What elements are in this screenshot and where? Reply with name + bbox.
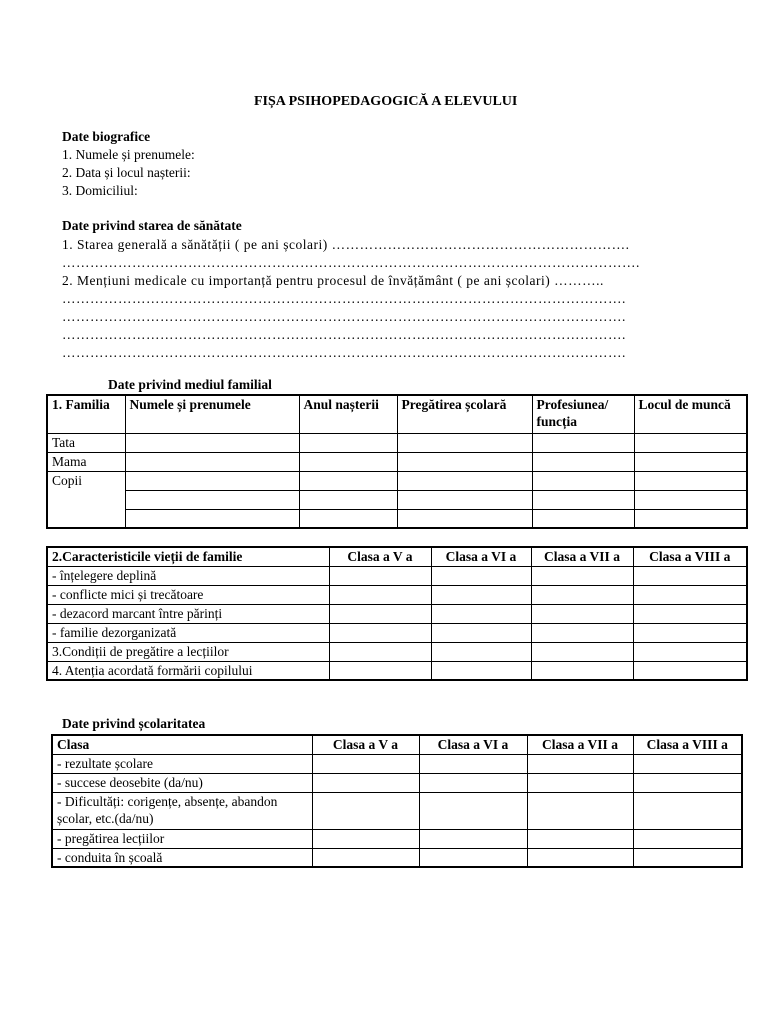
form-cell[interactable] xyxy=(634,452,747,471)
form-cell[interactable] xyxy=(531,566,633,585)
form-cell[interactable] xyxy=(397,490,532,509)
form-cell[interactable] xyxy=(397,433,532,452)
form-cell[interactable] xyxy=(329,585,431,604)
form-cell[interactable] xyxy=(431,566,531,585)
life-col-header: Clasa a VII a xyxy=(531,547,633,566)
school-row-label: - pregătirea lecțiilor xyxy=(52,829,312,848)
form-cell[interactable] xyxy=(431,604,531,623)
form-cell[interactable] xyxy=(532,490,634,509)
form-cell[interactable] xyxy=(532,452,634,471)
form-cell[interactable] xyxy=(532,509,634,528)
form-cell[interactable] xyxy=(633,829,742,848)
school-row-label: - rezultate școlare xyxy=(52,754,312,773)
school-col-header: Clasa a VII a xyxy=(527,735,633,754)
school-table xyxy=(51,734,743,868)
form-cell[interactable] xyxy=(633,566,747,585)
form-cell[interactable] xyxy=(125,452,299,471)
form-cell[interactable] xyxy=(125,509,299,528)
form-cell[interactable] xyxy=(634,433,747,452)
school-col-header: Clasa a VI a xyxy=(419,735,527,754)
form-cell[interactable] xyxy=(633,754,742,773)
school-row-label: - succese deosebite (da/nu) xyxy=(52,773,312,792)
life-row-label: - conflicte mici și trecătoare xyxy=(47,585,329,604)
form-cell[interactable] xyxy=(527,754,633,773)
form-cell[interactable] xyxy=(633,792,742,829)
life-col-header: 2.Caracteristicile vieții de familie xyxy=(47,547,329,566)
health-line-medical: 2. Mențiuni medicale cu importanță pentru procesul de învățământ ( pe ani școlari) ……….. xyxy=(62,273,604,288)
form-cell[interactable] xyxy=(633,623,747,642)
form-cell[interactable] xyxy=(299,433,397,452)
form-cell[interactable] xyxy=(633,642,747,661)
form-cell[interactable] xyxy=(299,490,397,509)
family-col-header: 1. Familia xyxy=(47,395,125,433)
form-cell[interactable] xyxy=(633,773,742,792)
form-cell[interactable] xyxy=(397,452,532,471)
form-cell[interactable] xyxy=(532,433,634,452)
life-col-header: Clasa a VIII a xyxy=(633,547,747,566)
family-col-header: Profesiunea/ funcția xyxy=(532,395,634,433)
family-col-header: Anul nașterii xyxy=(299,395,397,433)
life-row-label: 3.Condiții de pregătire a lecțiilor xyxy=(47,642,329,661)
school-row-label: - conduita în școală xyxy=(52,848,312,867)
school-col-header: Clasa a V a xyxy=(312,735,419,754)
health-dots-line: …………………………………………………………………………………………………………. xyxy=(62,309,626,324)
form-cell[interactable] xyxy=(532,471,634,490)
form-cell[interactable] xyxy=(329,604,431,623)
form-cell[interactable] xyxy=(431,623,531,642)
family-life-table xyxy=(46,546,748,681)
form-cell[interactable] xyxy=(527,848,633,867)
school-heading: Date privind școlaritatea xyxy=(62,716,206,731)
form-cell[interactable] xyxy=(531,661,633,680)
form-cell[interactable] xyxy=(531,642,633,661)
bio-line-birth: 2. Data și locul nașterii: xyxy=(62,165,191,180)
form-cell[interactable] xyxy=(125,433,299,452)
school-row-label: - Dificultăți: corigențe, absențe, abandon școlar, etc.(da/nu) xyxy=(52,792,312,829)
health-dots-line: …………………………………………………………………………………………………………. xyxy=(62,345,626,360)
form-cell[interactable] xyxy=(329,623,431,642)
health-heading: Date privind starea de sănătate xyxy=(62,218,242,233)
form-cell[interactable] xyxy=(527,773,633,792)
form-cell[interactable] xyxy=(312,829,419,848)
form-cell[interactable] xyxy=(312,754,419,773)
form-cell[interactable] xyxy=(633,585,747,604)
form-cell[interactable] xyxy=(329,661,431,680)
form-cell[interactable] xyxy=(431,642,531,661)
form-cell[interactable] xyxy=(397,471,532,490)
form-cell[interactable] xyxy=(531,604,633,623)
form-cell[interactable] xyxy=(634,509,747,528)
health-line-general-cont: ……………………………………………………………………………………………………………. xyxy=(62,255,640,270)
health-dots-line: …………………………………………………………………………………………………………. xyxy=(62,291,626,306)
family-col-header: Numele și prenumele xyxy=(125,395,299,433)
form-cell[interactable] xyxy=(419,829,527,848)
form-cell[interactable] xyxy=(329,566,431,585)
form-cell[interactable] xyxy=(299,471,397,490)
life-row-label: - dezacord marcant între părinți xyxy=(47,604,329,623)
page-title: FIȘA PSIHOPEDAGOGICĂ A ELEVULUI xyxy=(254,94,518,109)
form-cell[interactable] xyxy=(633,604,747,623)
form-cell[interactable] xyxy=(312,848,419,867)
form-cell[interactable] xyxy=(419,792,527,829)
family-row-label: Tata xyxy=(47,433,125,452)
form-cell[interactable] xyxy=(312,773,419,792)
form-cell[interactable] xyxy=(329,642,431,661)
family-row-label: Mama xyxy=(47,452,125,471)
form-cell[interactable] xyxy=(633,848,742,867)
form-cell[interactable] xyxy=(125,471,299,490)
form-cell[interactable] xyxy=(527,829,633,848)
school-col-header: Clasa a VIII a xyxy=(633,735,742,754)
form-cell[interactable] xyxy=(312,792,419,829)
form-cell[interactable] xyxy=(431,585,531,604)
life-row-label: 4. Atenția acordată formării copilului xyxy=(47,661,329,680)
form-cell[interactable] xyxy=(299,452,397,471)
bio-line-name: 1. Numele și prenumele: xyxy=(62,147,195,162)
form-cell[interactable] xyxy=(531,585,633,604)
family-col-header: Pregătirea școlară xyxy=(397,395,532,433)
form-cell[interactable] xyxy=(397,509,532,528)
form-cell[interactable] xyxy=(531,623,633,642)
form-cell[interactable] xyxy=(419,773,527,792)
form-cell[interactable] xyxy=(419,754,527,773)
health-dots-line: …………………………………………………………………………………………………………. xyxy=(62,327,626,342)
life-row-label: - înțelegere deplină xyxy=(47,566,329,585)
form-cell[interactable] xyxy=(634,471,747,490)
form-cell[interactable] xyxy=(419,848,527,867)
school-col-header: Clasa xyxy=(52,735,312,754)
form-cell[interactable] xyxy=(634,490,747,509)
bio-line-address: 3. Domiciliul: xyxy=(62,183,138,198)
life-col-header: Clasa a VI a xyxy=(431,547,531,566)
bio-heading: Date biografice xyxy=(62,129,151,144)
life-col-header: Clasa a V a xyxy=(329,547,431,566)
form-cell[interactable] xyxy=(431,661,531,680)
form-cell[interactable] xyxy=(527,792,633,829)
family-row-label: Copii xyxy=(47,471,125,528)
form-cell[interactable] xyxy=(633,661,747,680)
life-row-label: - familie dezorganizată xyxy=(47,623,329,642)
health-line-general: 1. Starea generală a sănătății ( pe ani școlari) ………………………………………………………. xyxy=(62,237,630,252)
form-cell[interactable] xyxy=(299,509,397,528)
family-col-header: Locul de muncă xyxy=(634,395,747,433)
family-table xyxy=(46,394,748,529)
form-cell[interactable] xyxy=(125,490,299,509)
family-heading: Date privind mediul familial xyxy=(108,377,272,392)
